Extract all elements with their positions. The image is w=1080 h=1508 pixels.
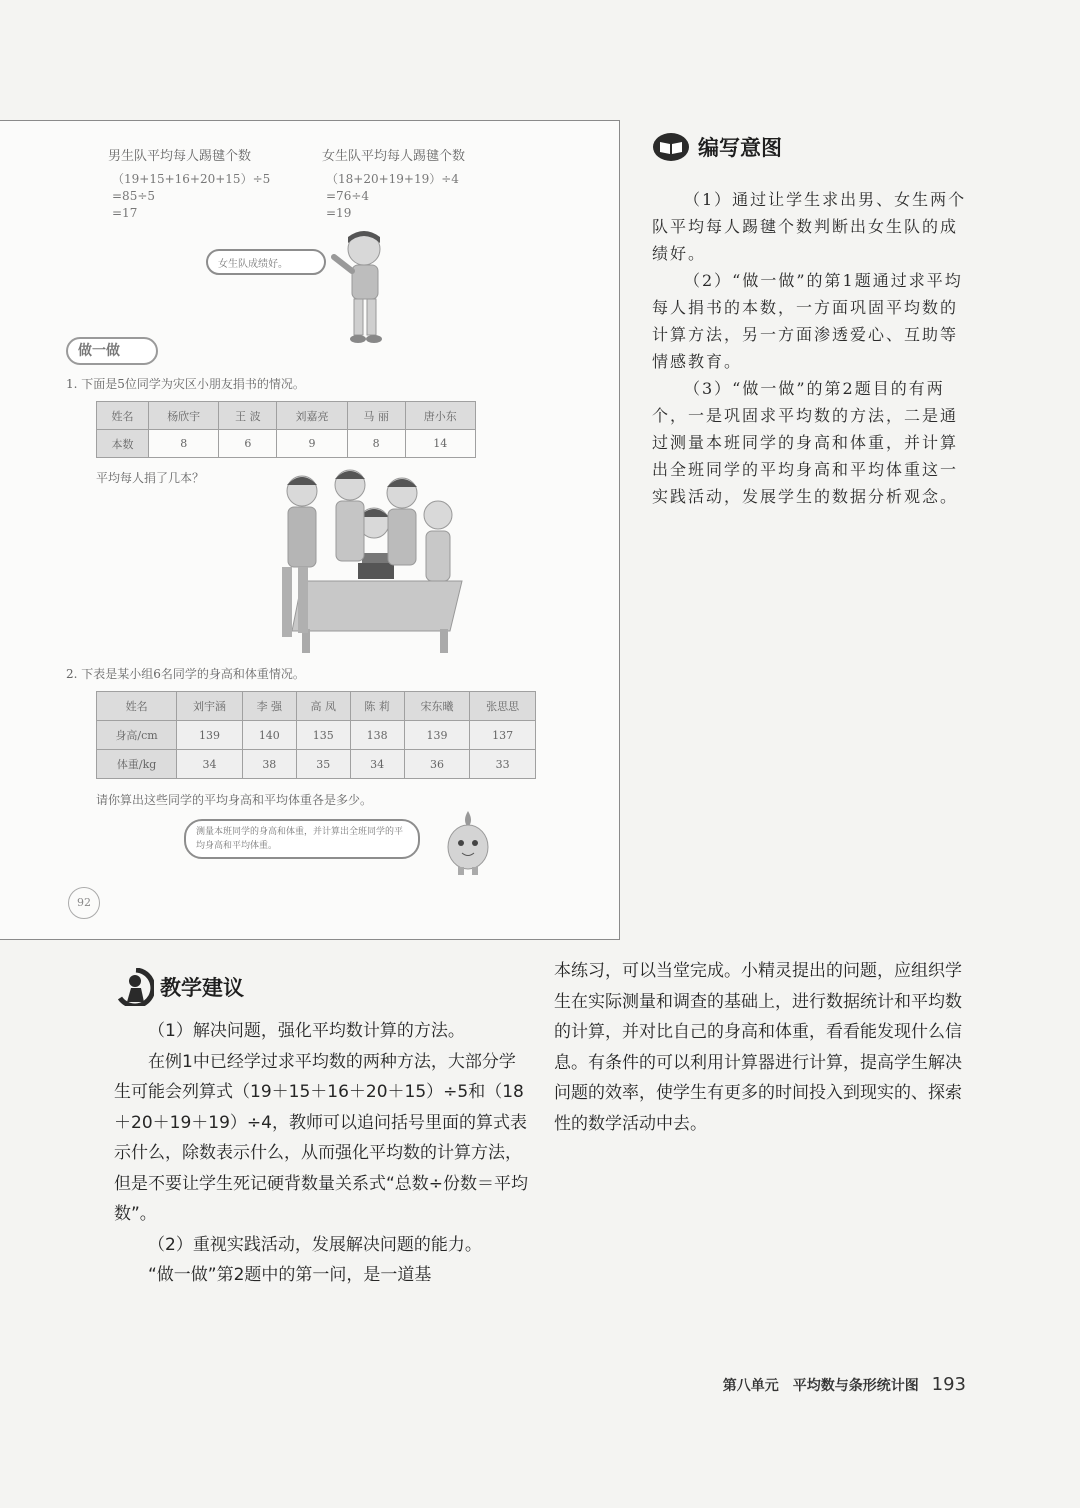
table-row: [97, 750, 536, 779]
intent-paragraph: （3）“做一做”的第2题目的有两个，一是巩固求平均数的方法，二是通过测量本班同学的身高和体重，并计算出全班同学的平均身高和平均体重这一实践活动，发展学生的数据分析观念。: [652, 379, 959, 506]
table-header-row: [97, 402, 476, 430]
book-icon: [652, 132, 690, 162]
question-2-text: 2. 下表是某小组6名同学的身高和体重情况。: [66, 667, 305, 681]
suggest-right-column: [554, 956, 972, 1139]
page-footer: [723, 1374, 966, 1395]
question-2-ask: 请你算出这些同学的平均身高和平均体重各是多少。: [96, 793, 373, 807]
table-cell: 高 凤: [296, 692, 350, 721]
children-donating-illustration: [262, 463, 472, 655]
table-cell: 14: [405, 430, 475, 458]
page-number: 193: [931, 1374, 966, 1395]
boys-calculation: （19+15+16+20+15）÷5 =85÷5 =17: [112, 172, 271, 220]
table-cell: 6: [219, 430, 277, 458]
question-1-text: 1. 下面是5位同学为灾区小朋友捐书的情况。: [66, 377, 305, 391]
suggest-paragraph: “做一做”第2题中的第一问，是一道基: [148, 1265, 432, 1285]
table-cell: 唐小东: [405, 402, 475, 430]
suggest-heading: [114, 968, 244, 1006]
height-weight-table: [96, 691, 536, 779]
unit-title: 第八单元 平均数与条形统计图: [722, 1378, 919, 1394]
boy-speech-bubble: 女生队成绩好。: [206, 249, 326, 275]
table-cell: 王 波: [219, 402, 277, 430]
table-cell: 139: [177, 721, 243, 750]
table-row: [97, 721, 536, 750]
table-cell: 33: [470, 750, 536, 779]
table-cell: 刘嘉亮: [277, 402, 347, 430]
suggest-paragraph: 在例1中已经学过求平均数的两种方法，大部分学生可能会列算式（19＋15＋16＋20＋15）÷5和（18＋20＋19＋19）÷4，教师可以追问括号里面的算式表示什么，除数表示什么，从而强化平均数的计算方法，但是不要让学生死记硬背数量关系式“总数÷份数＝平均数”。: [114, 1051, 529, 1224]
table-cell: 姓名: [97, 692, 177, 721]
table-cell: 140: [242, 721, 296, 750]
suggest-paragraph: 本练习，可以当堂完成。小精灵提出的问题，应组织学生在实际测量和调查的基础上，进行数据统计和平均数的计算，并对比自己的身高和体重，看看能发现什么信息。有条件的可以利用计算器进行计算，提高学生解决问题的效率，使学生有更多的时间投入到现实的、探索性的数学活动中去。: [554, 961, 962, 1134]
table-cell: 刘宇涵: [177, 692, 243, 721]
teacher-icon: [114, 968, 154, 1006]
table-cell: 马 丽: [347, 402, 405, 430]
table-cell: 姓名: [97, 402, 149, 430]
boy-illustration: [326, 227, 396, 345]
table-cell: 李 强: [242, 692, 296, 721]
suggest-paragraph: （1）解决问题，强化平均数计算的方法。: [148, 1021, 465, 1041]
table-row: [97, 430, 476, 458]
girls-average-title: 女生队平均每人踢毽个数: [322, 149, 466, 164]
table-cell: 139: [404, 721, 470, 750]
do-it-tag: 做一做: [66, 337, 158, 365]
table-cell: 135: [296, 721, 350, 750]
table-cell: 137: [470, 721, 536, 750]
table-cell: 8: [347, 430, 405, 458]
table-cell: 体重/kg: [97, 750, 177, 779]
table-cell: 本数: [97, 430, 149, 458]
table-cell: 36: [404, 750, 470, 779]
table-cell: 8: [148, 430, 218, 458]
table-cell: 张思思: [470, 692, 536, 721]
table-cell: 138: [350, 721, 404, 750]
suggest-paragraph: （2）重视实践活动，发展解决问题的能力。: [148, 1234, 482, 1255]
table-cell: 34: [177, 750, 243, 779]
intent-heading-text: 编写意图: [698, 136, 782, 160]
table-header-row: [97, 692, 536, 721]
table-cell: 38: [242, 750, 296, 779]
table-cell: 杨欣宇: [148, 402, 218, 430]
textbook-page-image: [0, 120, 620, 940]
table-cell: 宋东曦: [404, 692, 470, 721]
boys-average-title: 男生队平均每人踢毽个数: [108, 149, 252, 164]
table-cell: 陈 莉: [350, 692, 404, 721]
suggest-heading-text: 教学建议: [160, 976, 244, 1000]
elf-mascot-illustration: [440, 807, 496, 877]
question-1-ask: 平均每人捐了几本？: [96, 471, 205, 485]
intent-heading: [652, 132, 782, 162]
table-cell: 身高/cm: [97, 721, 177, 750]
table-cell: 35: [296, 750, 350, 779]
suggest-left-column: [114, 1016, 532, 1291]
intent-paragraph: （2）“做一做”的第1题通过求平均每人捐书的本数，一方面巩固平均数的计算方法，另一方面渗透爱心、互助等情感教育。: [652, 271, 963, 371]
girls-calculation: （18+20+19+19）÷4 =76÷4 =19: [326, 172, 459, 220]
elf-speech-bubble: 测量本班同学的身高和体重，并计算出全班同学的平均身高和平均体重。: [184, 819, 420, 859]
table-cell: 9: [277, 430, 347, 458]
donation-table: [96, 401, 476, 458]
intent-paragraph: （1）通过让学生求出男、女生两个队平均每人踢毽个数判断出女生队的成绩好。: [652, 190, 967, 263]
textbook-page-number: 92: [68, 887, 100, 919]
table-cell: 34: [350, 750, 404, 779]
intent-body: [652, 186, 970, 510]
